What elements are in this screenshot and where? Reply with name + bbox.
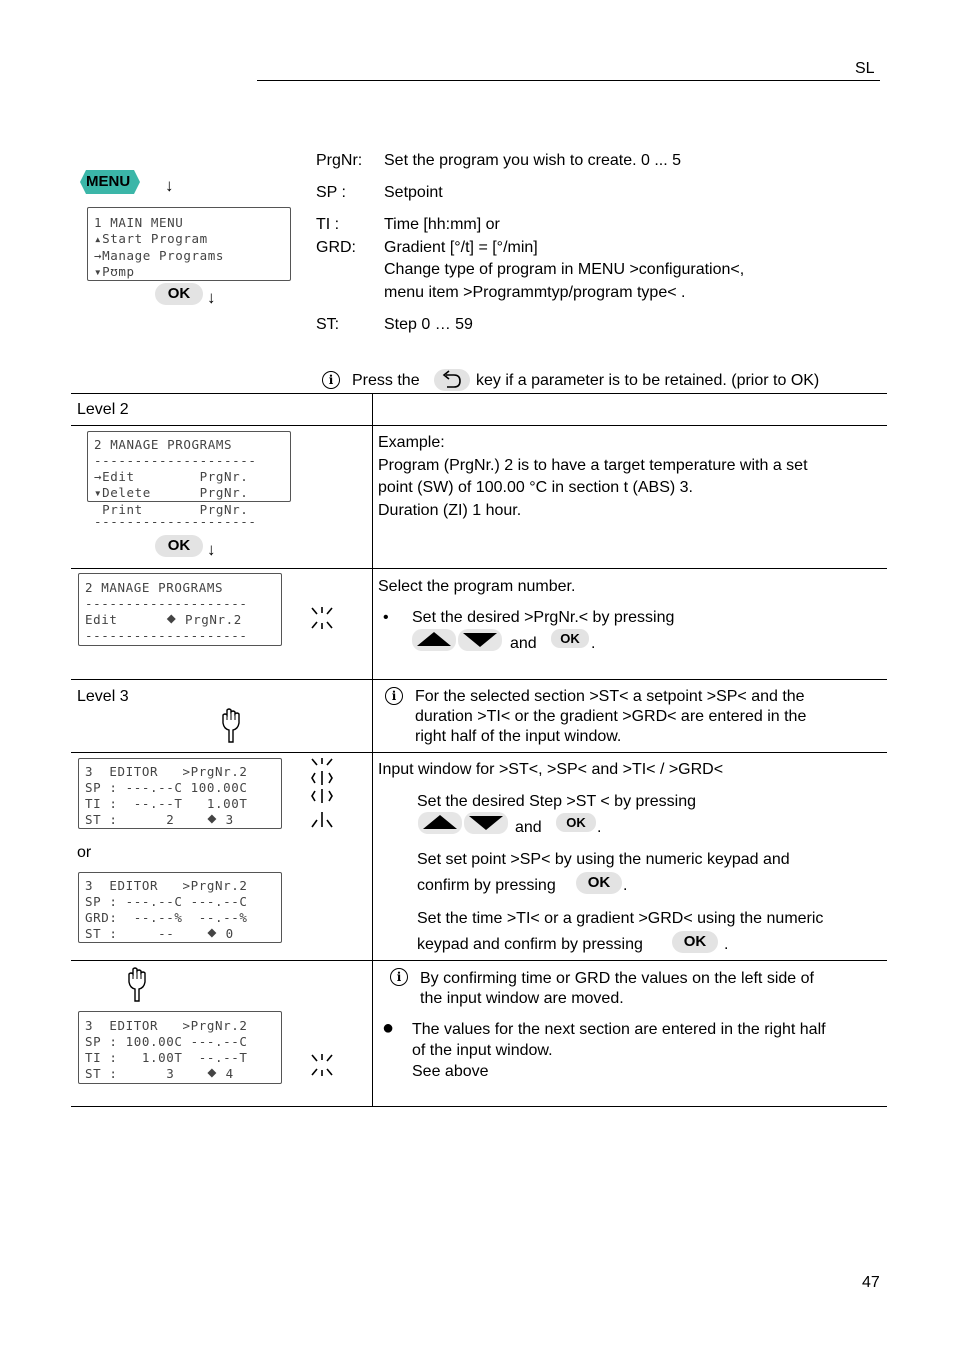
param-desc: Setpoint <box>384 184 443 201</box>
table-rule <box>71 393 887 394</box>
param-term: GRD: <box>316 239 356 256</box>
input-title: Input window for >ST<, >SP< and >TI< / >GRD< <box>378 761 724 778</box>
example-line: Example: <box>378 434 445 451</box>
ok-key: OK <box>155 535 203 557</box>
param-desc: menu item >Programmtyp/program type< . <box>384 284 686 301</box>
ok-key: OK <box>155 283 203 305</box>
lcd-manage-programs: 2 MANAGE PROGRAMS -------------------- →Edit PrgNr. ▾Delete PrgNr. Print PrgNr. -------------------- <box>87 431 291 502</box>
up-key-icon <box>418 812 462 834</box>
and-text: and <box>515 819 542 836</box>
level3-info-line: For the selected section >ST< a setpoint >SP< and the <box>415 688 805 705</box>
page-number: 47 <box>862 1274 880 1291</box>
ok-key: OK <box>551 629 589 648</box>
blinking-icon <box>309 606 335 630</box>
param-desc: Gradient [°/t] = [°/min] <box>384 239 538 256</box>
example-line: Duration (ZI) 1 hour. <box>378 502 522 519</box>
param-desc: Step 0 … 59 <box>384 316 473 333</box>
sp-text: confirm by pressing <box>417 877 556 894</box>
table-rule <box>71 752 887 753</box>
select-title: Select the program number. <box>378 578 576 595</box>
period: . <box>724 936 729 953</box>
level4-info-line: the input window are moved. <box>420 990 624 1007</box>
table-rule <box>71 960 887 961</box>
ok-key: OK <box>576 872 622 894</box>
level4-info-line: By confirming time or GRD the values on the left side of <box>420 970 814 987</box>
lcd-main-menu: 1 MAIN MENU ▴Start Program →Manage Programs ▾Pʊmp <box>87 207 291 281</box>
up-key-icon <box>412 629 456 651</box>
return-key-icon <box>433 368 471 392</box>
info-icon: i <box>390 968 408 986</box>
ti-text: keypad and confirm by pressing <box>417 936 643 953</box>
level-2-label: Level 2 <box>77 401 129 418</box>
param-term: PrgNr: <box>316 152 363 169</box>
lcd-edit-program: 2 MANAGE PROGRAMS -------------------- Edit ⯁ PrgNr.2 -------------------- <box>78 573 282 646</box>
section-tag: SL <box>855 60 875 77</box>
header-rule <box>257 80 880 81</box>
blinking-icon <box>309 757 335 829</box>
param-term: SP : <box>316 184 346 201</box>
down-key-icon <box>464 812 508 834</box>
blinking-icon <box>309 1053 335 1077</box>
hand-pointer-icon <box>220 707 242 743</box>
period: . <box>597 819 602 836</box>
hand-pointer-icon <box>126 966 148 1002</box>
ti-text: Set the time >TI< or a gradient >GRD< using the numeric <box>417 910 824 927</box>
arrow-down-icon: ↓ <box>165 176 174 195</box>
and-text: and <box>510 635 537 652</box>
lcd-editor-gradient: 3 EDITOR >PrgNr.2 SP : ---.--C ---.--C GRD: --.--% --.--% ST : -- ⯁ 0 <box>78 872 282 943</box>
level-3-label: Level 3 <box>77 688 129 705</box>
period: . <box>623 877 628 894</box>
table-rule <box>71 425 887 426</box>
level4-bullet-line: of the input window. <box>412 1042 553 1059</box>
period: . <box>591 635 596 652</box>
down-key-icon <box>458 629 502 651</box>
lcd-editor-time: 3 EDITOR >PrgNr.2 SP : ---.--C 100.00C TI : --.--T 1.00T ST : 2 ⯁ 3 <box>78 758 282 829</box>
menu-key-label: MENU <box>86 173 131 190</box>
example-line: point (SW) of 100.00 °C in section t (ABS) 3. <box>378 479 693 496</box>
info-icon: i <box>385 687 403 705</box>
press-note-before: Press the <box>352 372 420 389</box>
ok-key: OK <box>672 931 718 953</box>
press-note-after: key if a parameter is to be retained. (prior to OK) <box>476 372 820 389</box>
select-bullet: Set the desired >PrgNr.< by pressing <box>412 609 675 626</box>
table-rule <box>71 1106 887 1107</box>
arrow-down-icon: ↓ <box>207 540 216 559</box>
step-text: Set the desired Step >ST < by pressing <box>417 793 696 810</box>
example-line: Program (PrgNr.) 2 is to have a target temperature with a set <box>378 457 808 474</box>
bullet-icon: • <box>383 609 389 626</box>
param-term: TI : <box>316 216 340 233</box>
ok-key: OK <box>556 813 596 832</box>
table-rule <box>71 568 887 569</box>
level3-info-line: right half of the input window. <box>415 728 622 745</box>
level4-bullet-line: See above <box>412 1063 489 1080</box>
param-desc: Change type of program in MENU >configuration<, <box>384 261 745 278</box>
level3-info-line: duration >TI< or the gradient >GRD< are entered in the <box>415 708 807 725</box>
info-icon: i <box>322 371 340 389</box>
bullet-icon: ● <box>382 1017 395 1039</box>
table-divider <box>372 393 373 1106</box>
table-rule <box>71 679 887 680</box>
param-term: ST: <box>316 316 340 333</box>
arrow-down-icon: ↓ <box>207 288 216 307</box>
param-desc: Time [hh:mm] or <box>384 216 500 233</box>
sp-text: Set set point >SP< by using the numeric keypad and <box>417 851 790 868</box>
level4-bullet-line: The values for the next section are entered in the right half <box>412 1021 826 1038</box>
param-desc: Set the program you wish to create. 0 ... 5 <box>384 152 682 169</box>
or-text: or <box>77 844 92 861</box>
lcd-editor-next-section: 3 EDITOR >PrgNr.2 SP : 100.00C ---.--C TI : 1.00T --.--T ST : 3 ⯁ 4 <box>78 1011 282 1084</box>
